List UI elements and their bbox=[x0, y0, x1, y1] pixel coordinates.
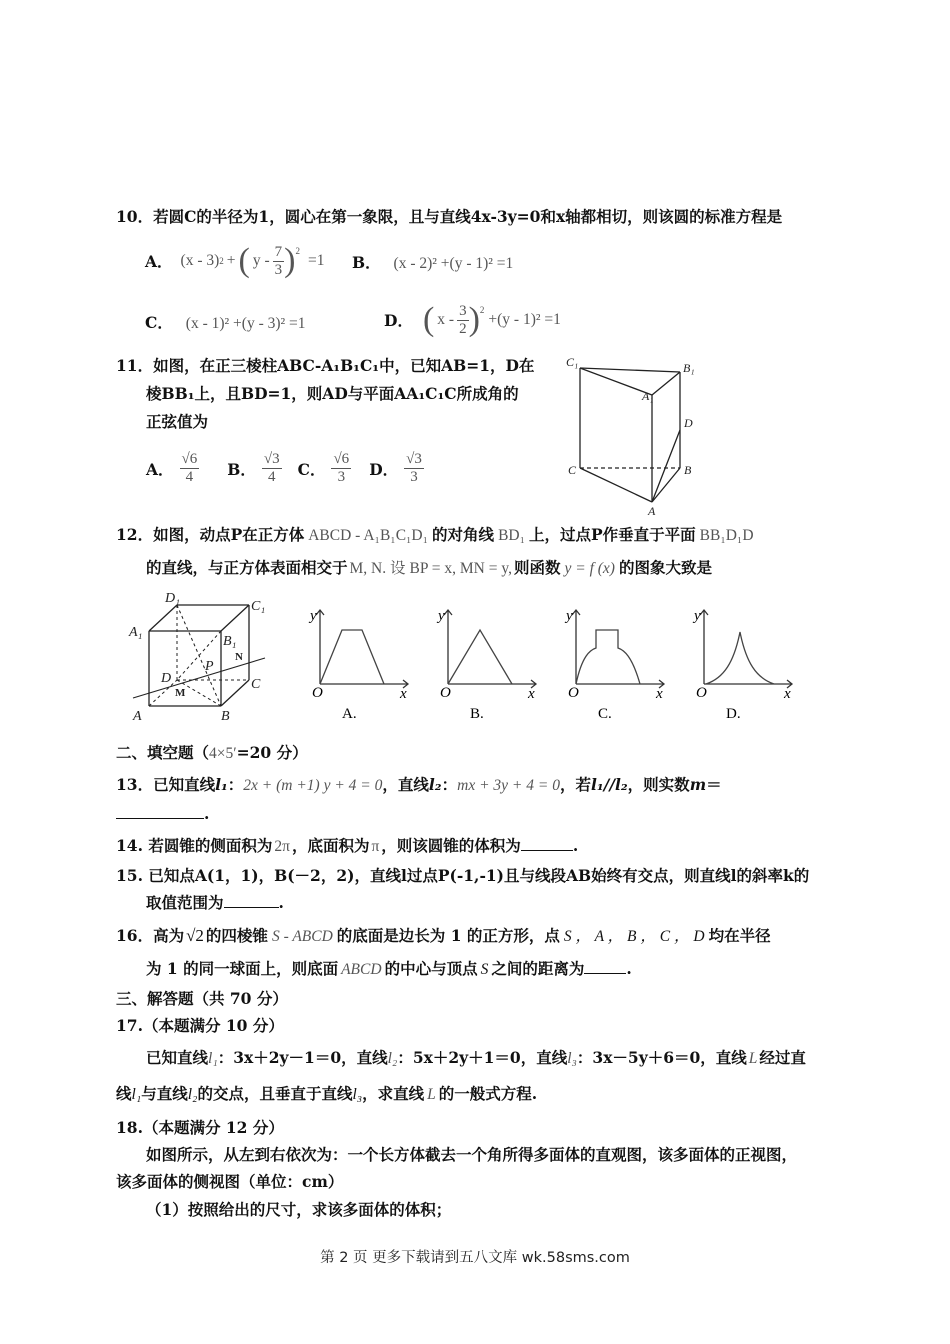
section2-title bbox=[116, 741, 308, 763]
q15-line2 bbox=[146, 891, 284, 913]
q10-option-d-part2: +(y - 1)² =1 bbox=[488, 311, 561, 328]
q17-l1: l₁ bbox=[208, 1050, 218, 1067]
q13-colon2: ： bbox=[441, 775, 458, 794]
q17-line2-l2: l₂ bbox=[187, 1086, 198, 1103]
prism-label-a: A bbox=[648, 504, 656, 518]
q16-line2-text-b: 的中心与顶点 bbox=[384, 959, 478, 978]
prism-label-d: D bbox=[684, 416, 693, 430]
graph-b-y-label: y bbox=[438, 608, 445, 624]
q17-l2: l₂ bbox=[387, 1050, 398, 1067]
q15-line2-text: 取值范围为 bbox=[146, 893, 224, 912]
q17-head: 17.（本题满分 10 分） bbox=[116, 1016, 284, 1035]
cube-label-d: D bbox=[161, 671, 172, 686]
prism-segment-ad bbox=[652, 430, 680, 502]
section3-title: 三、解答题（共 70 分） bbox=[116, 989, 288, 1008]
q17-text-2c: 的交点，且垂直于直线 bbox=[197, 1084, 353, 1103]
graph-a-caption: A. bbox=[342, 706, 357, 722]
q15-line1: 15. 已知点A(1，1)，B(－2，2)，直线l过点P(-1,-1)且与线段AB始终有交点，则直线l的斜率k的 bbox=[116, 866, 810, 885]
section2-title-b: 4×5′ bbox=[209, 745, 237, 762]
q17-text-1b: ：3x＋2y－1＝0，直线 bbox=[217, 1048, 388, 1067]
q10-option-c-expr: (x - 1)² +(y - 3)² =1 bbox=[185, 315, 306, 332]
q11-option-d-den: 3 bbox=[410, 469, 418, 485]
q16-height: √2 bbox=[186, 926, 204, 945]
prism-edge-a1b1 bbox=[652, 372, 680, 395]
q13-eq2: mx + 3y + 4 = 0 bbox=[457, 777, 560, 794]
prism-label-b: B bbox=[684, 463, 692, 477]
section2-title-a: 二、填空题（ bbox=[116, 743, 210, 762]
q11-line1: 11．如图，在正三棱柱ABC-A₁B₁C₁中，已知AB=1，D在 bbox=[116, 356, 535, 375]
q14-text-b: ，底面积为 bbox=[291, 836, 370, 855]
q18-line1: 如图所示，从左到右依次为：一个长方体截去一个角所得多面体的直观图，该多面体的正视图， bbox=[146, 1145, 798, 1164]
q10-option-a-part1: (x - 3) bbox=[180, 252, 220, 269]
q16-points: S ， A ， B ， C ， D bbox=[563, 928, 705, 945]
q16-text-c: 的底面是边长为 1 的正方形，点 bbox=[336, 926, 560, 945]
graph-c-curve bbox=[576, 630, 640, 684]
q11-option-c-fraction bbox=[331, 451, 351, 486]
q13-text-e: ＝ bbox=[706, 775, 722, 794]
q17-l3: l₃ bbox=[567, 1050, 577, 1067]
graph-a-x-label: x bbox=[400, 686, 407, 702]
prism-edge-c1b1 bbox=[580, 368, 680, 372]
q16-text-a: 16．高为 bbox=[116, 926, 185, 945]
q10-option-d: D． ( x - $\frac{3}{2}$ ) $^2$ +(y - 1)² =1 bbox=[384, 301, 561, 338]
page-footer: 第 2 页 更多下载请到五八文库 wk.58sms.com bbox=[320, 1250, 630, 1266]
q14-text-c: ，则该圆锥的体积为 bbox=[381, 836, 521, 855]
q17-text-2d: ，求直线 bbox=[362, 1084, 425, 1103]
q10-option-a-sup1: 2 bbox=[219, 256, 224, 266]
q13-l2: l₂ bbox=[428, 775, 442, 794]
prism-label-a1: A₁ bbox=[642, 389, 654, 403]
q14-answer-blank[interactable] bbox=[521, 836, 573, 851]
q10-option-d-num: 3 bbox=[459, 302, 467, 319]
graph-c-caption: C. bbox=[598, 706, 612, 722]
q10-option-b-label: B． bbox=[352, 253, 381, 272]
q11-option-a-fraction bbox=[180, 451, 200, 486]
q16-base: ABCD bbox=[341, 961, 382, 978]
q11-line2: 棱BB₁上，且BD=1，则AD与平面AA₁C₁C所成角的 bbox=[146, 384, 519, 403]
q17-text-1e: 经过直 bbox=[759, 1048, 806, 1067]
q11-option-b-fraction bbox=[262, 451, 282, 486]
q10-option-a-plus: + bbox=[226, 252, 236, 269]
q11-option-d-num: √3 bbox=[406, 451, 422, 467]
q12-plane-name: BB₁D₁D bbox=[699, 527, 754, 544]
q10-option-c bbox=[145, 311, 306, 333]
q16-line2 bbox=[146, 957, 632, 979]
q16-text-b: 的四棱锥 bbox=[205, 926, 268, 945]
q14-text-a: 14. 若圆锥的侧面积为 bbox=[116, 836, 273, 855]
q16-text-d: 均在半径 bbox=[708, 926, 771, 945]
cube-label-a1: A₁ bbox=[129, 625, 143, 640]
cube-perpendicular-line bbox=[133, 658, 265, 698]
prism-label-c1: C₁ bbox=[566, 355, 579, 369]
cube-label-c1: C₁ bbox=[251, 599, 266, 614]
graph-b-curve bbox=[448, 630, 512, 684]
q10-option-b-expr: (x - 2)² +(y - 1)² =1 bbox=[393, 255, 514, 272]
graph-b-caption: B. bbox=[470, 706, 484, 722]
graph-b-origin: O bbox=[440, 685, 451, 701]
q12-line2 bbox=[146, 556, 712, 578]
q10-option-a-rhs: =1 bbox=[307, 252, 325, 269]
graph-c-y-label: y bbox=[566, 608, 573, 624]
q12-line1-text-a: 12．如图，动点P在正方体 bbox=[116, 525, 305, 544]
q12-diagonal-name: BD₁ bbox=[498, 527, 525, 544]
q10-option-a-sup2: 2 bbox=[295, 246, 300, 256]
graph-d-x-label: x bbox=[784, 686, 791, 702]
q16-vertex: S bbox=[480, 961, 489, 978]
section2-title-c: =20 分） bbox=[236, 743, 308, 762]
q12-line2-text-d: 则函数 bbox=[513, 558, 561, 577]
graph-c-x-label: x bbox=[656, 686, 663, 702]
q12-variables: BP = x, MN = y, bbox=[409, 560, 512, 577]
q12-graph-d bbox=[684, 600, 802, 730]
q14-end: . bbox=[572, 836, 579, 855]
q11-option-a-label: A． bbox=[146, 459, 174, 479]
q12-graph-a bbox=[300, 600, 418, 730]
q18-line3: （1）按照给出的尺寸，求该多面体的体积； bbox=[146, 1200, 452, 1219]
graph-d-origin: O bbox=[696, 685, 707, 701]
q12-cube-figure bbox=[125, 588, 275, 728]
q13-parallel: l₁//l₂ bbox=[590, 775, 628, 794]
q10-option-d-den: 2 bbox=[459, 320, 467, 337]
graph-a-curve bbox=[320, 630, 384, 684]
q13-text-b: ，直线 bbox=[382, 775, 429, 794]
cube-label-n: N bbox=[235, 651, 243, 663]
q17-text-1a: 已知直线 bbox=[146, 1048, 209, 1067]
q10-option-d-fraction bbox=[457, 303, 469, 338]
cube-label-p: P bbox=[205, 659, 214, 674]
q13-text-d: ，则实数 bbox=[627, 775, 690, 794]
cube-label-a: A bbox=[133, 709, 142, 724]
q11-option-a-num: √6 bbox=[181, 451, 198, 467]
cube-edge-a1d1 bbox=[149, 605, 177, 631]
prism-label-c: C bbox=[568, 463, 577, 477]
q17-line2 bbox=[116, 1082, 537, 1104]
q11-option-b-num: √3 bbox=[263, 451, 280, 467]
q17-text-1d: ：3x－5y＋6＝0，直线 bbox=[576, 1048, 747, 1067]
q16-end: . bbox=[626, 959, 632, 978]
q13-answer-blank[interactable] bbox=[116, 804, 204, 819]
q10-option-d-part1: x - bbox=[437, 311, 455, 328]
q14-lateral-area: 2π bbox=[274, 838, 290, 855]
q17-text-2e: 的一般式方程. bbox=[438, 1084, 538, 1103]
q11-option-c-den: 3 bbox=[337, 469, 346, 485]
q10-option-d-sup: 2 bbox=[479, 305, 485, 315]
q17-line2-l1: l₁ bbox=[131, 1086, 142, 1103]
q17-text-2b: 与直线 bbox=[141, 1084, 188, 1103]
q18-line2: 该多面体的侧视图（单位：cm） bbox=[116, 1172, 344, 1191]
q13-m: m bbox=[689, 775, 707, 794]
q12-points-mn: M, N. 设 bbox=[349, 560, 406, 577]
graph-a-origin: O bbox=[312, 685, 323, 701]
graph-b-x-label: x bbox=[528, 686, 535, 702]
q16-line2-text-c: 之间的距离为 bbox=[491, 959, 585, 978]
prism-edge-ab bbox=[652, 468, 680, 502]
cube-label-b1: B₁ bbox=[223, 634, 237, 649]
q12-graph-c bbox=[556, 600, 674, 730]
q13-end: . bbox=[204, 804, 210, 823]
q12-line1-text-e: 上，过点P作垂直于平面 bbox=[529, 525, 696, 544]
q11-options bbox=[146, 451, 424, 486]
q10-stem: 10．若圆C的半径为1，圆心在第一象限，且与直线4x-3y=0和x轴都相切，则该圆的标准方程是 bbox=[116, 207, 783, 226]
prism-edge-ca bbox=[580, 468, 652, 502]
q16-line1 bbox=[116, 924, 771, 946]
q11-option-d-fraction bbox=[404, 451, 424, 486]
q17-line2-l3: l₃ bbox=[352, 1086, 363, 1103]
q15-answer-blank[interactable] bbox=[224, 893, 279, 908]
q17-line1 bbox=[146, 1046, 806, 1068]
graph-d-curve bbox=[706, 632, 774, 684]
q11-option-d-label: D． bbox=[369, 459, 399, 479]
cube-label-d1: D₁ bbox=[165, 591, 180, 606]
q12-function: y = f (x) bbox=[564, 560, 615, 577]
q11-prism-figure bbox=[560, 350, 710, 520]
q12-graph-b bbox=[428, 600, 546, 730]
q13-eq1: 2x + (m +1) y + 4 = 0 bbox=[243, 777, 383, 794]
cube-label-m: M bbox=[175, 687, 186, 699]
q10-option-a-part3: y - bbox=[252, 252, 270, 269]
q11-line3: 正弦值为 bbox=[146, 412, 209, 431]
graph-d-caption: D. bbox=[726, 706, 741, 722]
graph-c-origin: O bbox=[568, 685, 579, 701]
q12-line1 bbox=[116, 523, 754, 545]
q13-colon1: ： bbox=[227, 775, 244, 794]
q16-pyramid: S - ABCD bbox=[271, 928, 333, 945]
q13-text-c: ，若 bbox=[559, 775, 591, 794]
q11-option-c-label: C． bbox=[297, 459, 326, 479]
q11-option-c-num: √6 bbox=[333, 451, 350, 467]
q13-answer-line bbox=[116, 804, 209, 823]
graph-d-y-label: y bbox=[694, 608, 701, 624]
q17-text-2a: 线 bbox=[116, 1084, 132, 1103]
prism-label-b1: B₁ bbox=[683, 361, 695, 375]
q13-line1 bbox=[116, 773, 722, 795]
q13-l1: l₁ bbox=[215, 775, 228, 794]
q17-L: L bbox=[748, 1050, 758, 1067]
q10-option-a-num: 7 bbox=[274, 243, 283, 260]
q17-text-1c: ：5x＋2y＋1＝0，直线 bbox=[397, 1048, 568, 1067]
q10-option-a-label: A． bbox=[145, 252, 173, 271]
q13-text-a: 13．已知直线 bbox=[116, 775, 216, 794]
q12-cube-name: ABCD - A₁B₁C₁D₁ bbox=[308, 527, 429, 544]
graph-a-y-label: y bbox=[310, 608, 317, 624]
cube-hidden-b1d bbox=[177, 631, 221, 680]
q11-option-b-label: B． bbox=[227, 459, 256, 479]
q10-option-d-label: D． bbox=[384, 311, 413, 330]
q11-option-a-den: 4 bbox=[185, 469, 194, 485]
q16-answer-blank[interactable] bbox=[584, 959, 626, 974]
q18-head: 18.（本题满分 12 分） bbox=[116, 1118, 284, 1137]
q10-option-a: A． (x - 3) 2 + ( y - $\frac{7}{3}$ ) $^2$ =1 bbox=[145, 242, 325, 279]
q17-line2-L: L bbox=[427, 1086, 436, 1103]
q12-line2-text-f: 的图象大致是 bbox=[618, 558, 712, 577]
q12-line2-text-a: 的直线，与正方体表面相交于 bbox=[146, 558, 348, 577]
q11-option-b-den: 4 bbox=[267, 469, 276, 485]
q12-line1-text-c: 的对角线 bbox=[432, 525, 495, 544]
q10-option-c-label: C． bbox=[145, 313, 173, 332]
q10-option-a-fraction bbox=[273, 244, 285, 279]
cube-label-b: B bbox=[221, 709, 230, 724]
q14-base-area: π bbox=[371, 838, 380, 855]
q12-graphs bbox=[300, 600, 800, 730]
q16-line2-text-a: 为 1 的同一球面上，则底面 bbox=[146, 959, 339, 978]
cube-edge-b1c1 bbox=[221, 605, 249, 631]
q14-line bbox=[116, 834, 578, 856]
cube-edge-bc bbox=[221, 680, 249, 706]
q15-end: . bbox=[278, 893, 284, 912]
q10-option-a-den: 3 bbox=[274, 261, 283, 278]
cube-label-c: C bbox=[251, 677, 261, 692]
q10-option-b bbox=[352, 251, 513, 273]
